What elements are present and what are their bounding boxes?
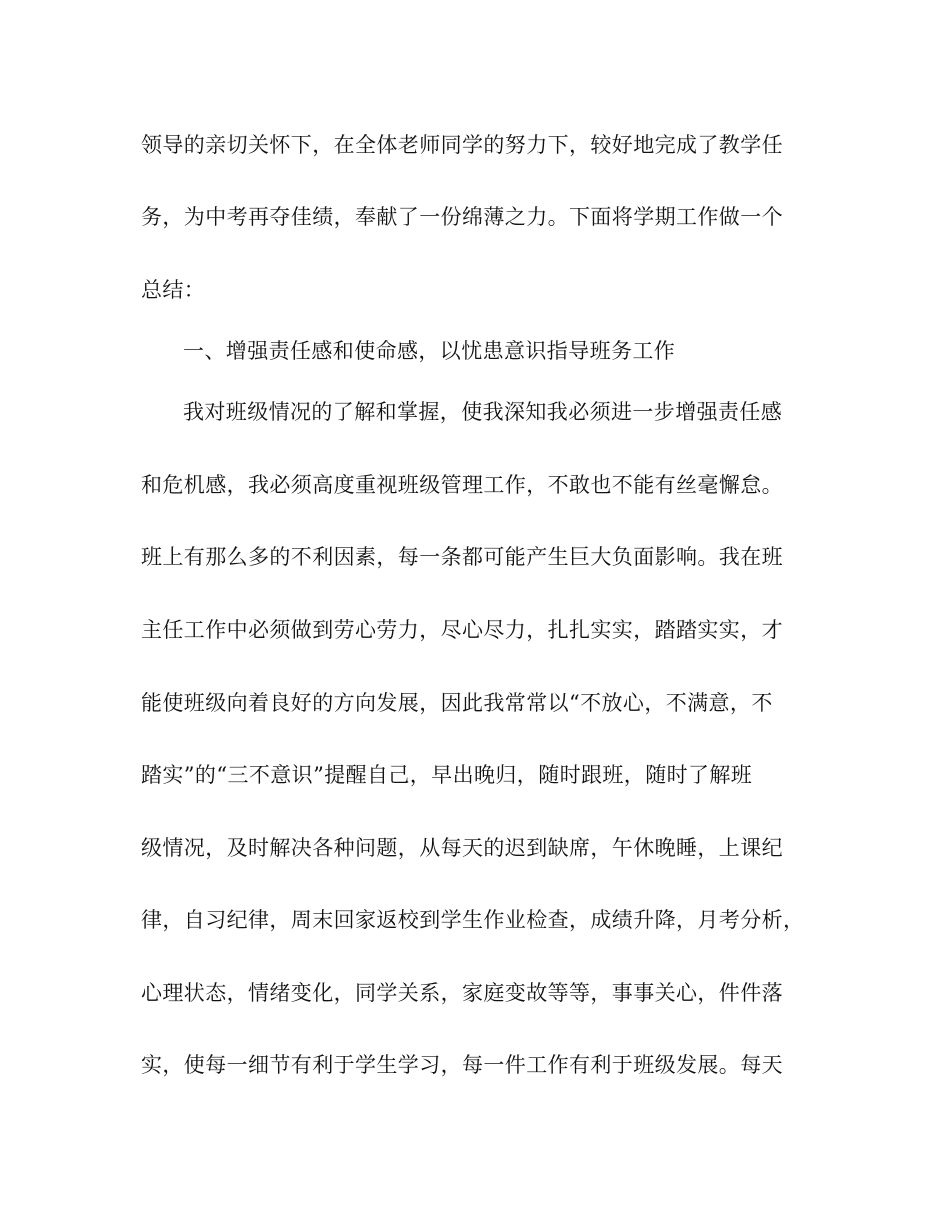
text-line-3: 总结： [141,278,206,302]
text-line-1: 领导的亲切关怀下，在全体老师同学的努力下，较好地完成了教学任 [141,133,783,157]
text-line-6: 和危机感，我必须高度重视班级管理工作，不敢也不能有丝毫懈怠。 [141,473,783,497]
text-line-12: 律，自习纪律，周末回家返校到学生作业检查，成绩升降，月考分析， [141,908,805,932]
text-line-10: 踏实”的“三不意识”提醒自己，早出晚归，随时跟班，随时了解班 [141,763,753,787]
text-line-5: 我对班级情况的了解和掌握，使我深知我必须进一步增强责任感 [183,400,783,424]
text-line-9: 能使班级向着良好的方向发展，因此我常常以“不放心，不满意，不 [141,691,773,715]
text-line-2: 务，为中考再夺佳绩，奉献了一份绵薄之力。下面将学期工作做一个 [141,205,783,229]
text-line-7: 班上有那么多的不利因素，每一条都可能产生巨大负面影响。我在班 [141,545,783,569]
text-line-13: 心理状态，情绪变化，同学关系，家庭变故等等，事事关心，件件落 [141,981,783,1005]
text-line-8: 主任工作中必须做到劳心劳力，尽心尽力，扎扎实实，踏踏实实，才 [141,618,783,642]
text-line-14: 实，使每一细节有利于学生学习，每一件工作有利于班级发展。每天 [141,1053,783,1077]
text-line-11: 级情况，及时解决各种问题，从每天的迟到缺席，午休晚睡，上课纪 [141,836,783,860]
section-heading: 一、增强责任感和使命感，以忧患意识指导班务工作 [183,339,676,363]
